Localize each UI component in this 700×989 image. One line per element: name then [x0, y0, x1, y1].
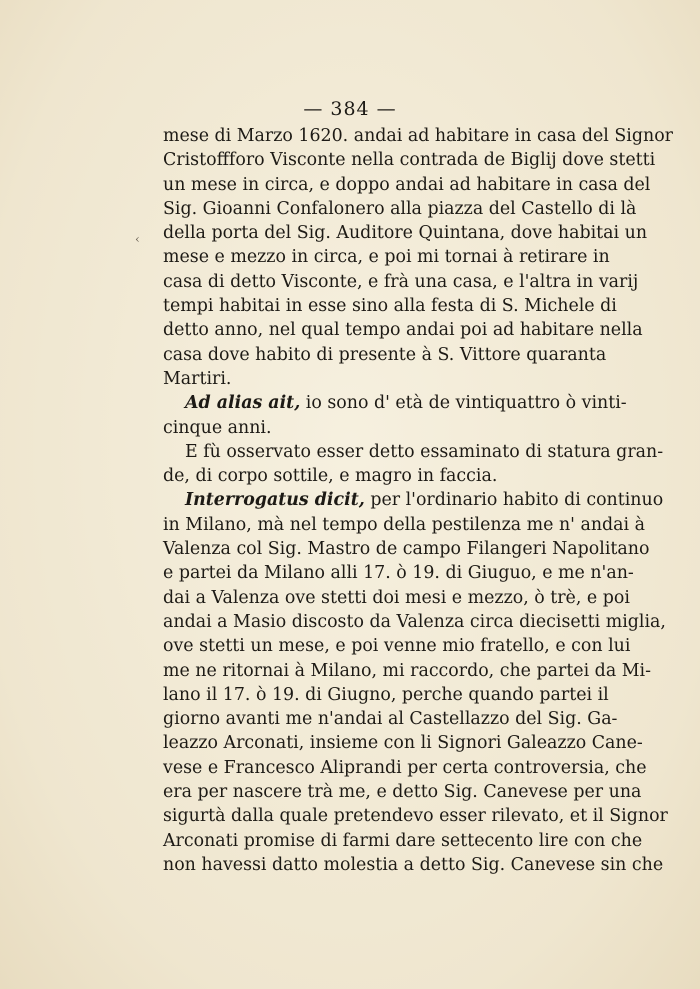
text-line — [163, 197, 637, 221]
text-line — [163, 586, 630, 610]
line-text: sigurtà dalla quale pretendevo esser rilevato, et il Signor — [163, 806, 668, 827]
line-text: casa di detto Visconte, e frà una casa, e l'altra in varij — [163, 271, 639, 292]
line-text: detto anno, nel qual tempo andai poi ad habitare nella — [163, 320, 643, 341]
line-text: della porta del Sig. Auditore Quintana, dove habitai un — [163, 223, 648, 244]
line-text: me ne ritornai à Milano, mi raccordo, che partei da Mi- — [163, 660, 651, 681]
latin-phrase: Interrogatus dicit, — [185, 490, 365, 511]
line-text: casa dove habito di presente à S. Vittore quaranta — [163, 344, 607, 365]
line-text: vese e Francesco Aliprandi per certa controversia, che — [163, 757, 647, 778]
latin-phrase: Ad alias ait, — [185, 393, 301, 414]
line-text: per l'ordinario habito di continuo — [364, 490, 664, 511]
text-line — [163, 173, 651, 197]
line-text: Arconati promise di farmi dare settecento lire con che — [163, 830, 643, 851]
line-text: un mese in circa, e doppo andai ad habitare in casa del — [163, 174, 651, 195]
text-line — [163, 294, 617, 318]
text-line — [163, 804, 668, 828]
line-text: Martiri. — [163, 368, 232, 389]
line-text: non havessi datto molestia a detto Sig. Canevese sin che — [163, 854, 664, 875]
line-text: Sig. Gioanni Confalonero alla piazza del Castello di là — [163, 198, 637, 219]
text-line — [163, 270, 639, 294]
text-line — [163, 245, 610, 269]
page-number: — 384 — — [303, 98, 397, 120]
line-text: de, di corpo sottile, e magro in faccia. — [163, 466, 498, 487]
text-line — [163, 829, 643, 853]
text-line — [163, 221, 648, 245]
text-line — [163, 318, 643, 342]
line-text: ove stetti un mese, e poi venne mio fratello, e con lui — [163, 636, 631, 657]
text-line — [163, 683, 609, 707]
line-text: cinque anni. — [163, 417, 272, 438]
line-text: io sono d' età de vintiquattro ò vinti- — [300, 393, 627, 414]
text-line — [163, 780, 642, 804]
line-text: E fù osservato esser detto essaminato di statura gran- — [185, 441, 664, 462]
text-line — [163, 416, 600, 440]
text-line — [163, 561, 634, 585]
line-text: giorno avanti me n'andai al Castellazzo del Sig. Ga- — [163, 709, 618, 730]
text-line — [163, 513, 645, 537]
text-line — [163, 731, 643, 755]
line-text: mese di Marzo 1620. andai ad habitare in casa del Signor — [163, 126, 673, 146]
text-line — [163, 440, 664, 464]
text-line — [163, 343, 607, 367]
text-line — [163, 124, 673, 148]
text-line — [163, 634, 631, 658]
margin-mark: ‹ — [135, 232, 140, 246]
line-text: in Milano, mà nel tempo della pestilenza me n' andai à — [163, 514, 645, 535]
text-line — [163, 659, 651, 683]
line-text: andai a Masio discosto da Valenza circa diecisetti miglia, — [163, 611, 666, 632]
text-line — [163, 707, 618, 731]
text-line — [163, 756, 647, 780]
text-line — [163, 367, 600, 391]
line-text: lano il 17. ò 19. di Giugno, perche quando partei il — [163, 684, 609, 705]
text-line — [163, 853, 664, 877]
line-text: e partei da Milano alli 17. ò 19. di Giuguo, e me n'an- — [163, 563, 634, 584]
line-text: Cristoffforo Visconte nella contrada de Biglij dove stetti — [163, 150, 656, 171]
line-text: era per nascere trà me, e detto Sig. Canevese per una — [163, 782, 642, 803]
text-line — [163, 488, 664, 512]
text-line — [163, 610, 666, 634]
text-line — [163, 537, 650, 561]
text-line — [163, 391, 627, 415]
line-text: dai a Valenza ove stetti doi mesi e mezzo, ò trè, e poi — [163, 587, 630, 608]
text-line — [163, 148, 656, 172]
line-text: tempi habitai in esse sino alla festa di S. Michele di — [163, 296, 617, 317]
line-text: mese e mezzo in circa, e poi mi tornai à retirare in — [163, 247, 610, 268]
body-text — [163, 124, 673, 877]
line-text: Valenza col Sig. Mastro de campo Filangeri Napolitano — [163, 539, 650, 560]
line-text: leazzo Arconati, insieme con li Signori Galeazzo Cane- — [163, 733, 643, 754]
text-line — [163, 464, 600, 488]
